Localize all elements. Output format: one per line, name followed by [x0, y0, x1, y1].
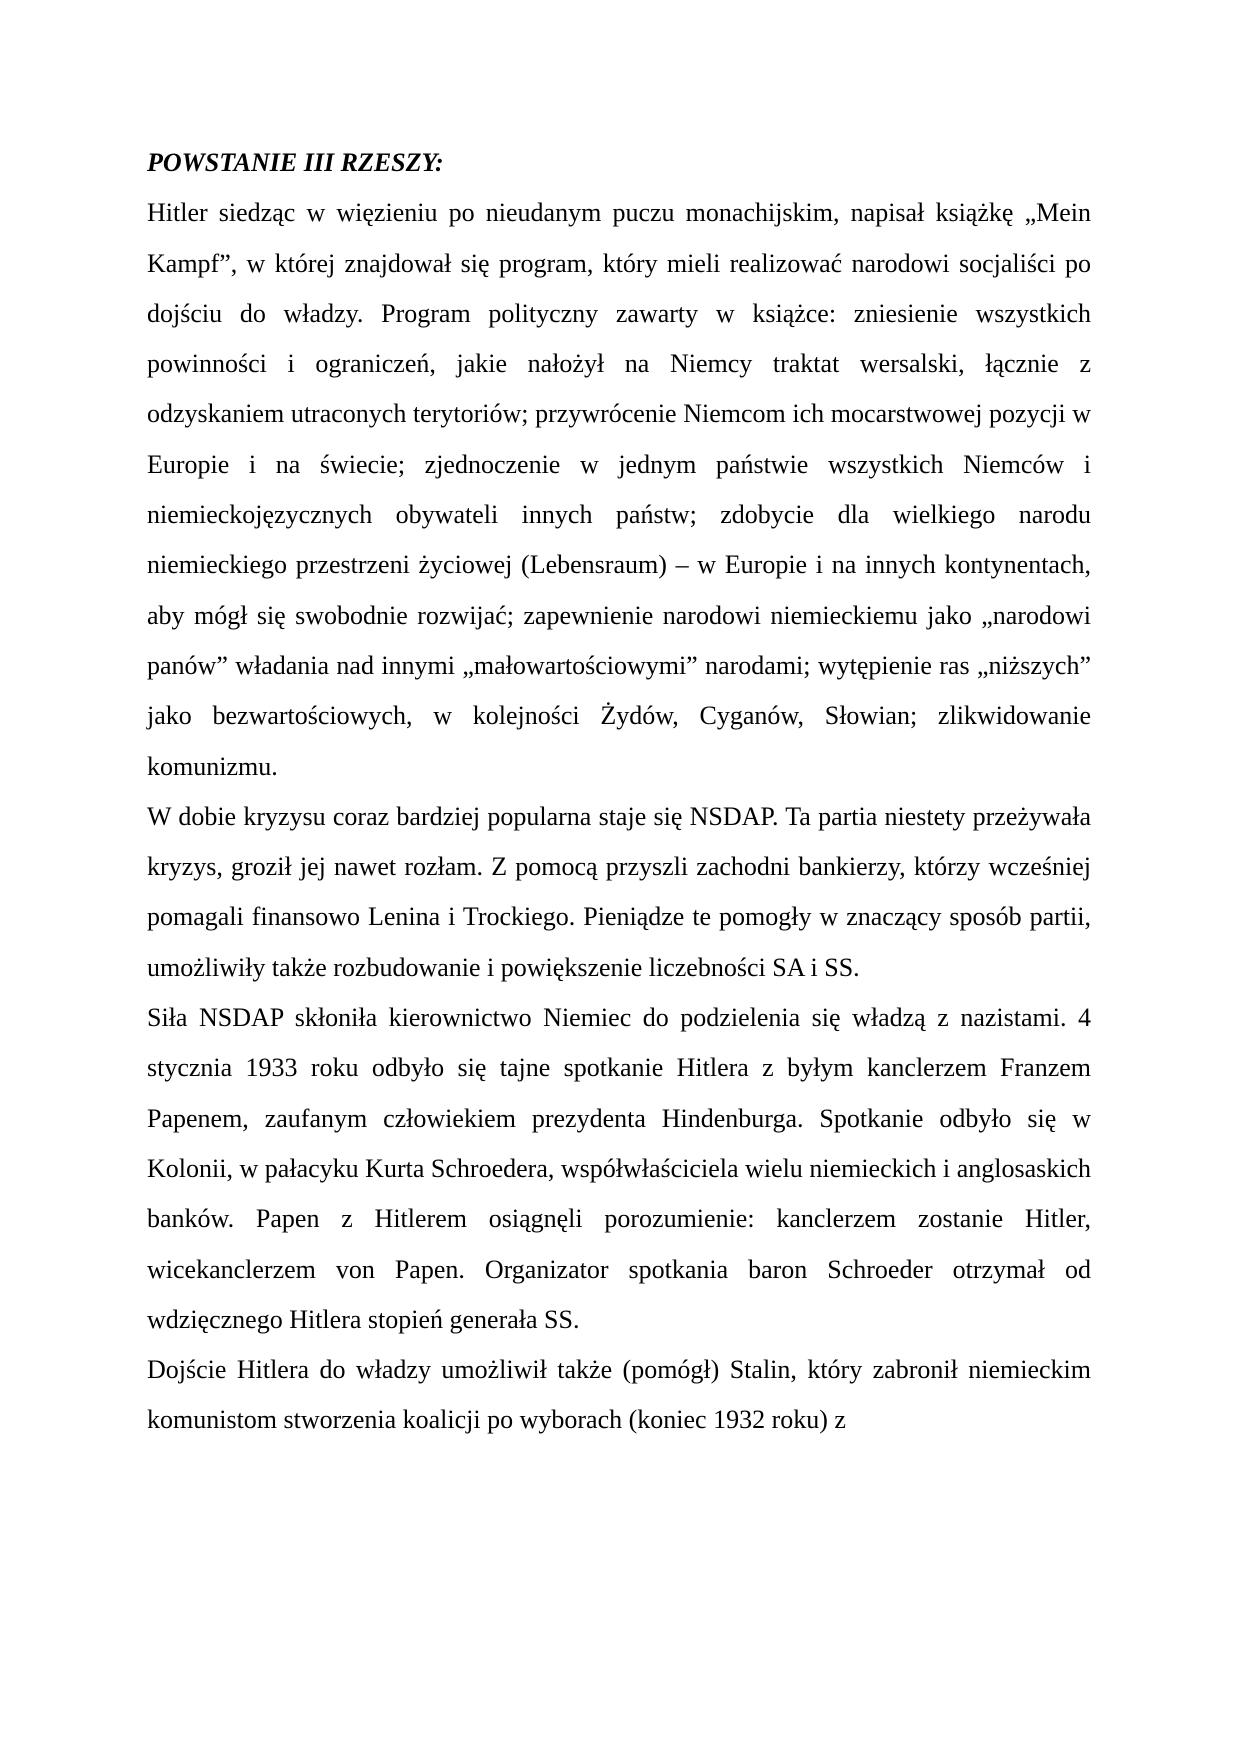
document-body	[147, 138, 1091, 1446]
paragraph-stalin: Dojście Hitlera do władzy umożliwił także (pomógł) Stalin, który zabronił niemieckim komunistom stworzenia koalicji po wyborach (koniec 1932 roku) z	[147, 1355, 1091, 1435]
paragraph-power-sharing: Siła NSDAP skłoniła kierownictwo Niemiec do podzielenia się władzą z nazistami. 4 stycznia 1933 roku odbyło się tajne spotkanie Hitlera z byłym kanclerzem Franzem Papenem, zaufanym człowiekiem prezydenta Hindenburga. Spotkanie odbyło się w Kolonii, w pałacyku Kurta Schroedera, współwłaściciela wielu niemieckich i anglosaskich banków. Papen z Hitlerem osiągnęli porozumienie: kanclerzem zostanie Hitler, wicekanclerzem von Papen. Organizator spotkania baron Schroeder otrzymał od wdzięcznego Hitlera stopień generała SS.	[147, 1003, 1091, 1334]
document-title: POWSTANIE III RZESZY:	[147, 148, 444, 177]
paragraph-nsdap-crisis: W dobie kryzysu coraz bardziej popularna staje się NSDAP. Ta partia niestety przeżywała kryzys, groził jej nawet rozłam. Z pomocą przyszli zachodni bankierzy, którzy wcześniej pomagali finansowo Lenina i Trockiego. Pieniądze te pomogły w znaczący sposób partii, umożliwiły także rozbudowanie i powiększenie liczebności SA i SS.	[147, 801, 1091, 982]
paragraph-mein-kampf: Hitler siedząc w więzieniu po nieudanym puczu monachijskim, napisał książkę „Mein Kampf”, w której znajdował się program, który mieli realizować narodowi socjaliści po dojściu do władzy. Program polityczny zawarty w książce: zniesienie wszystkich powinności i ograniczeń, jakie nałożył na Niemcy traktat wersalski, łącznie z odzyskaniem utraconych terytoriów; przywrócenie Niemcom ich mocarstwowej pozycji w Europie i na świecie; zjednoczenie w jednym państwie wszystkich Niemców i niemieckojęzycznych obywateli innych państw; zdobycie dla wielkiego narodu niemieckiego przestrzeni życiowej (Lebensraum) – w Europie i na innych kontynentach, aby mógł się swobodnie rozwijać; zapewnienie narodowi niemieckiemu jako „narodowi panów” władania nad innymi „małowartościowymi” narodami; wytępienie ras „niższych” jako bezwartościowych, w kolejności Żydów, Cyganów, Słowian; zlikwidowanie komunizmu.	[147, 198, 1091, 781]
